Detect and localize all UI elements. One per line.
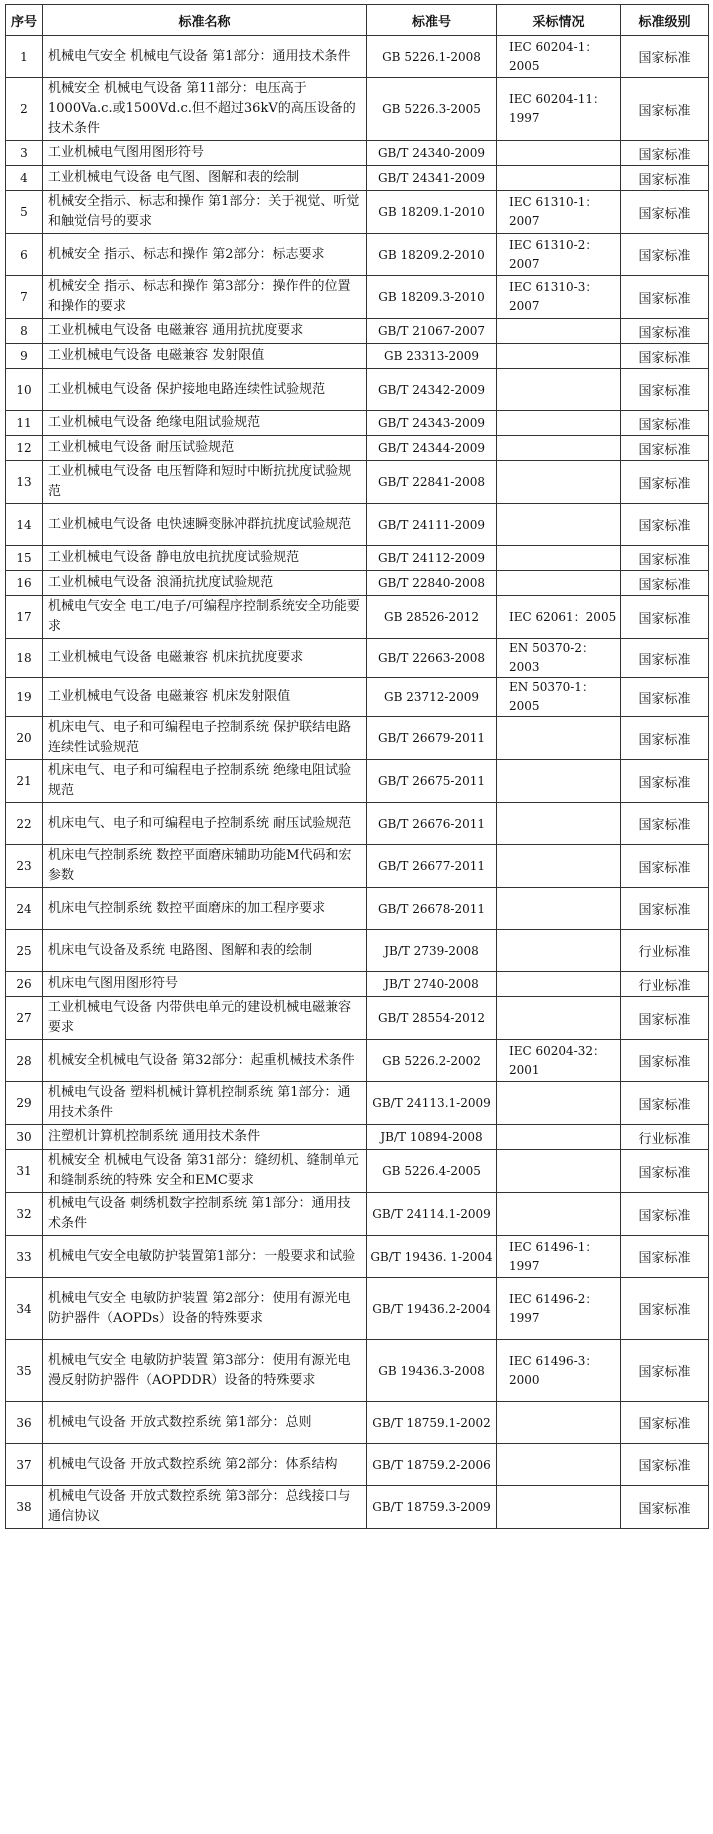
row-number: 36 [6, 1402, 43, 1444]
standard-code: GB 18209.3-2010 [367, 276, 497, 319]
standard-name: 机床电气、电子和可编程电子控制系统 耐压试验规范 [43, 803, 367, 845]
standard-level: 国家标准 [621, 1082, 709, 1125]
standard-name: 工业机械电气设备 电磁兼容 通用抗扰度要求 [43, 319, 367, 344]
row-number: 32 [6, 1193, 43, 1236]
standard-level: 国家标准 [621, 369, 709, 411]
table-row [6, 78, 709, 141]
adoption-status: IEC 61496-2：1997 [497, 1278, 621, 1340]
adoption-status: IEC 60204-11：1997 [497, 78, 621, 141]
standard-level: 国家标准 [621, 760, 709, 803]
standard-level: 国家标准 [621, 234, 709, 276]
row-number: 20 [6, 717, 43, 760]
standard-name: 工业机械电气设备 绝缘电阻试验规范 [43, 411, 367, 436]
standard-name: 工业机械电气设备 电磁兼容 机床发射限值 [43, 678, 367, 717]
standard-code: GB/T 18759.1-2002 [367, 1402, 497, 1444]
standard-level: 国家标准 [621, 504, 709, 546]
row-number: 5 [6, 191, 43, 234]
adoption-status: IEC 62061：2005 [497, 596, 621, 639]
table-row [6, 546, 709, 571]
standard-level: 国家标准 [621, 845, 709, 888]
table-row [6, 678, 709, 717]
standard-code: GB 5226.2-2002 [367, 1040, 497, 1082]
header-adopt: 采标情况 [497, 5, 621, 36]
table-row [6, 166, 709, 191]
row-number: 24 [6, 888, 43, 930]
standard-code: GB/T 18759.3-2009 [367, 1486, 497, 1529]
standard-name: 工业机械电气设备 耐压试验规范 [43, 436, 367, 461]
row-number: 6 [6, 234, 43, 276]
adoption-status [497, 997, 621, 1040]
adoption-status [497, 1193, 621, 1236]
header-level: 标准级别 [621, 5, 709, 36]
standard-code: GB/T 28554-2012 [367, 997, 497, 1040]
standard-code: GB 18209.1-2010 [367, 191, 497, 234]
standard-level: 国家标准 [621, 639, 709, 678]
standard-code: GB/T 24343-2009 [367, 411, 497, 436]
row-number: 19 [6, 678, 43, 717]
adoption-status [497, 1402, 621, 1444]
standard-name: 机械电气设备 开放式数控系统 第1部分：总则 [43, 1402, 367, 1444]
table-row [6, 276, 709, 319]
standard-level: 国家标准 [621, 1150, 709, 1193]
standard-code: GB 5226.1-2008 [367, 36, 497, 78]
table-row [6, 717, 709, 760]
standard-code: GB/T 24340-2009 [367, 141, 497, 166]
adoption-status: IEC 60204-32：2001 [497, 1040, 621, 1082]
standard-name: 机床电气图用图形符号 [43, 972, 367, 997]
standard-level: 国家标准 [621, 546, 709, 571]
standard-level: 国家标准 [621, 78, 709, 141]
row-number: 31 [6, 1150, 43, 1193]
standard-code: GB 18209.2-2010 [367, 234, 497, 276]
row-number: 22 [6, 803, 43, 845]
standard-code: GB/T 24114.1-2009 [367, 1193, 497, 1236]
standard-code: GB 5226.4-2005 [367, 1150, 497, 1193]
table-row [6, 972, 709, 997]
standard-code: GB/T 24341-2009 [367, 166, 497, 191]
row-number: 3 [6, 141, 43, 166]
standard-level: 国家标准 [621, 191, 709, 234]
table-row [6, 436, 709, 461]
standard-name: 工业机械电气设备 保护接地电路连续性试验规范 [43, 369, 367, 411]
table-row [6, 234, 709, 276]
adoption-status: EN 50370-2：2003 [497, 639, 621, 678]
table-row [6, 319, 709, 344]
table-row [6, 930, 709, 972]
adoption-status [497, 344, 621, 369]
standard-level: 国家标准 [621, 678, 709, 717]
standard-level: 国家标准 [621, 1340, 709, 1402]
adoption-status [497, 888, 621, 930]
adoption-status [497, 803, 621, 845]
table-row [6, 344, 709, 369]
adoption-status [497, 1486, 621, 1529]
standard-code: GB/T 21067-2007 [367, 319, 497, 344]
standard-code: GB 28526-2012 [367, 596, 497, 639]
standard-level: 国家标准 [621, 276, 709, 319]
adoption-status: IEC 61496-1：1997 [497, 1236, 621, 1278]
adoption-status [497, 369, 621, 411]
standard-code: GB/T 18759.2-2006 [367, 1444, 497, 1486]
standard-code: GB/T 22841-2008 [367, 461, 497, 504]
standard-code: GB 19436.3-2008 [367, 1340, 497, 1402]
adoption-status [497, 1082, 621, 1125]
standard-level: 行业标准 [621, 1125, 709, 1150]
row-number: 7 [6, 276, 43, 319]
row-number: 37 [6, 1444, 43, 1486]
row-number: 13 [6, 461, 43, 504]
table-row [6, 1402, 709, 1444]
standard-level: 国家标准 [621, 1444, 709, 1486]
table-row [6, 1278, 709, 1340]
standard-code: GB 23313-2009 [367, 344, 497, 369]
standard-name: 机械安全指示、标志和操作 第1部分：关于视觉、听觉和触觉信号的要求 [43, 191, 367, 234]
table-row [6, 760, 709, 803]
adoption-status [497, 571, 621, 596]
adoption-status: IEC 61310-2：2007 [497, 234, 621, 276]
row-number: 17 [6, 596, 43, 639]
standard-level: 国家标准 [621, 1193, 709, 1236]
adoption-status: IEC 61310-3：2007 [497, 276, 621, 319]
standard-name: 工业机械电气设备 电磁兼容 机床抗扰度要求 [43, 639, 367, 678]
standard-code: GB/T 26677-2011 [367, 845, 497, 888]
table-row [6, 1486, 709, 1529]
standard-code: GB 5226.3-2005 [367, 78, 497, 141]
adoption-status [497, 1125, 621, 1150]
standard-code: GB/T 26675-2011 [367, 760, 497, 803]
header-name: 标准名称 [43, 5, 367, 36]
header-no: 序号 [6, 5, 43, 36]
table-row [6, 369, 709, 411]
standard-level: 国家标准 [621, 166, 709, 191]
standard-name: 工业机械电气设备 电气图、图解和表的绘制 [43, 166, 367, 191]
standard-code: GB/T 26676-2011 [367, 803, 497, 845]
standard-level: 国家标准 [621, 1278, 709, 1340]
standard-code: JB/T 2740-2008 [367, 972, 497, 997]
adoption-status [497, 972, 621, 997]
row-number: 34 [6, 1278, 43, 1340]
standard-name: 机械安全 指示、标志和操作 第3部分：操作件的位置和操作的要求 [43, 276, 367, 319]
row-number: 23 [6, 845, 43, 888]
standards-table-container [5, 4, 708, 1529]
table-row [6, 845, 709, 888]
standard-level: 国家标准 [621, 997, 709, 1040]
adoption-status [497, 1150, 621, 1193]
standard-name: 机械安全 机械电气设备 第11部分：电压高于1000Va.c.或1500Vd.c.但不超过36kV的高压设备的技术条件 [43, 78, 367, 141]
row-number: 29 [6, 1082, 43, 1125]
standard-name: 机械电气安全 电敏防护装置 第2部分：使用有源光电防护器件（AOPDs）设备的特殊要求 [43, 1278, 367, 1340]
standard-name: 工业机械电气设备 静电放电抗扰度试验规范 [43, 546, 367, 571]
standard-level: 国家标准 [621, 1486, 709, 1529]
table-row [6, 411, 709, 436]
row-number: 16 [6, 571, 43, 596]
row-number: 11 [6, 411, 43, 436]
standard-level: 国家标准 [621, 803, 709, 845]
standard-name: 机械电气安全 电工/电子/可编程序控制系统安全功能要求 [43, 596, 367, 639]
row-number: 33 [6, 1236, 43, 1278]
standards-table [5, 4, 709, 1529]
adoption-status [497, 436, 621, 461]
standard-level: 国家标准 [621, 344, 709, 369]
table-row [6, 504, 709, 546]
row-number: 26 [6, 972, 43, 997]
standard-name: 机械电气设备 开放式数控系统 第3部分：总线接口与通信协议 [43, 1486, 367, 1529]
standard-level: 国家标准 [621, 141, 709, 166]
standard-name: 工业机械电气设备 电磁兼容 发射限值 [43, 344, 367, 369]
standard-code: GB/T 24344-2009 [367, 436, 497, 461]
standard-name: 机械电气设备 塑料机械计算机控制系统 第1部分：通用技术条件 [43, 1082, 367, 1125]
table-row [6, 997, 709, 1040]
standard-level: 国家标准 [621, 411, 709, 436]
row-number: 35 [6, 1340, 43, 1402]
table-row [6, 571, 709, 596]
adoption-status [497, 411, 621, 436]
standard-code: GB/T 24112-2009 [367, 546, 497, 571]
row-number: 10 [6, 369, 43, 411]
standard-code: GB/T 19436.2-2004 [367, 1278, 497, 1340]
row-number: 4 [6, 166, 43, 191]
table-row [6, 1040, 709, 1082]
row-number: 8 [6, 319, 43, 344]
header-code: 标准号 [367, 5, 497, 36]
standard-level: 国家标准 [621, 888, 709, 930]
adoption-status [497, 760, 621, 803]
standard-level: 行业标准 [621, 930, 709, 972]
adoption-status [497, 845, 621, 888]
row-number: 15 [6, 546, 43, 571]
standard-level: 国家标准 [621, 1040, 709, 1082]
row-number: 21 [6, 760, 43, 803]
adoption-status [497, 546, 621, 571]
standard-code: GB/T 19436. 1-2004 [367, 1236, 497, 1278]
table-row [6, 461, 709, 504]
standard-code: GB/T 22840-2008 [367, 571, 497, 596]
table-row [6, 803, 709, 845]
standard-name: 机械电气安全 机械电气设备 第1部分：通用技术条件 [43, 36, 367, 78]
standard-code: JB/T 10894-2008 [367, 1125, 497, 1150]
table-row [6, 141, 709, 166]
adoption-status [497, 461, 621, 504]
standard-name: 机床电气控制系统 数控平面磨床辅助功能M代码和宏参数 [43, 845, 367, 888]
standard-code: GB/T 24342-2009 [367, 369, 497, 411]
standard-name: 机械安全机械电气设备 第32部分：起重机械技术条件 [43, 1040, 367, 1082]
adoption-status [497, 717, 621, 760]
row-number: 28 [6, 1040, 43, 1082]
adoption-status [497, 930, 621, 972]
table-row [6, 191, 709, 234]
standard-name: 机床电气设备及系统 电路图、图解和表的绘制 [43, 930, 367, 972]
adoption-status [497, 141, 621, 166]
standard-name: 机械安全 机械电气设备 第31部分：缝纫机、缝制单元和缝制系统的特殊 安全和EMC要求 [43, 1150, 367, 1193]
standard-name: 工业机械电气设备 浪涌抗扰度试验规范 [43, 571, 367, 596]
standard-code: GB/T 22663-2008 [367, 639, 497, 678]
standard-name: 工业机械电气设备 电压暂降和短时中断抗扰度试验规范 [43, 461, 367, 504]
table-row [6, 1444, 709, 1486]
standard-level: 国家标准 [621, 319, 709, 344]
standard-code: GB/T 26678-2011 [367, 888, 497, 930]
adoption-status [497, 1444, 621, 1486]
standard-name: 工业机械电气设备 电快速瞬变脉冲群抗扰度试验规范 [43, 504, 367, 546]
standard-name: 机床电气、电子和可编程电子控制系统 保护联结电路连续性试验规范 [43, 717, 367, 760]
standard-name: 机械电气安全 电敏防护装置 第3部分：使用有源光电漫反射防护器件（AOPDDR）设备的特殊要求 [43, 1340, 367, 1402]
standard-name: 机床电气控制系统 数控平面磨床的加工程序要求 [43, 888, 367, 930]
row-number: 14 [6, 504, 43, 546]
standard-code: GB/T 26679-2011 [367, 717, 497, 760]
standard-name: 注塑机计算机控制系统 通用技术条件 [43, 1125, 367, 1150]
standard-code: JB/T 2739-2008 [367, 930, 497, 972]
row-number: 27 [6, 997, 43, 1040]
standard-name: 机械电气设备 开放式数控系统 第2部分：体系结构 [43, 1444, 367, 1486]
table-header-row [6, 5, 709, 36]
row-number: 12 [6, 436, 43, 461]
adoption-status [497, 319, 621, 344]
standard-level: 国家标准 [621, 717, 709, 760]
adoption-status: EN 50370-1：2005 [497, 678, 621, 717]
table-row [6, 639, 709, 678]
standard-code: GB/T 24111-2009 [367, 504, 497, 546]
adoption-status [497, 504, 621, 546]
standard-name: 工业机械电气设备 内带供电单元的建设机械电磁兼容要求 [43, 997, 367, 1040]
table-row [6, 1236, 709, 1278]
standard-level: 国家标准 [621, 36, 709, 78]
standard-name: 机械安全 指示、标志和操作 第2部分：标志要求 [43, 234, 367, 276]
row-number: 1 [6, 36, 43, 78]
standard-code: GB/T 24113.1-2009 [367, 1082, 497, 1125]
table-row [6, 1082, 709, 1125]
standard-level: 行业标准 [621, 972, 709, 997]
row-number: 38 [6, 1486, 43, 1529]
standard-level: 国家标准 [621, 1236, 709, 1278]
adoption-status: IEC 60204-1：2005 [497, 36, 621, 78]
adoption-status: IEC 61496-3：2000 [497, 1340, 621, 1402]
table-row [6, 596, 709, 639]
table-body [6, 36, 709, 1529]
table-row [6, 1125, 709, 1150]
standard-level: 国家标准 [621, 571, 709, 596]
standard-name: 工业机械电气图用图形符号 [43, 141, 367, 166]
standard-name: 机械电气设备 刺绣机数字控制系统 第1部分：通用技术条件 [43, 1193, 367, 1236]
standard-level: 国家标准 [621, 461, 709, 504]
standard-code: GB 23712-2009 [367, 678, 497, 717]
row-number: 25 [6, 930, 43, 972]
table-row [6, 888, 709, 930]
adoption-status [497, 166, 621, 191]
standard-name: 机床电气、电子和可编程电子控制系统 绝缘电阻试验规范 [43, 760, 367, 803]
standard-level: 国家标准 [621, 436, 709, 461]
standard-level: 国家标准 [621, 596, 709, 639]
row-number: 30 [6, 1125, 43, 1150]
adoption-status: IEC 61310-1：2007 [497, 191, 621, 234]
table-row [6, 1150, 709, 1193]
standard-level: 国家标准 [621, 1402, 709, 1444]
table-row [6, 1193, 709, 1236]
standard-name: 机械电气安全电敏防护装置第1部分：一般要求和试验 [43, 1236, 367, 1278]
row-number: 9 [6, 344, 43, 369]
row-number: 18 [6, 639, 43, 678]
table-row [6, 36, 709, 78]
row-number: 2 [6, 78, 43, 141]
table-row [6, 1340, 709, 1402]
